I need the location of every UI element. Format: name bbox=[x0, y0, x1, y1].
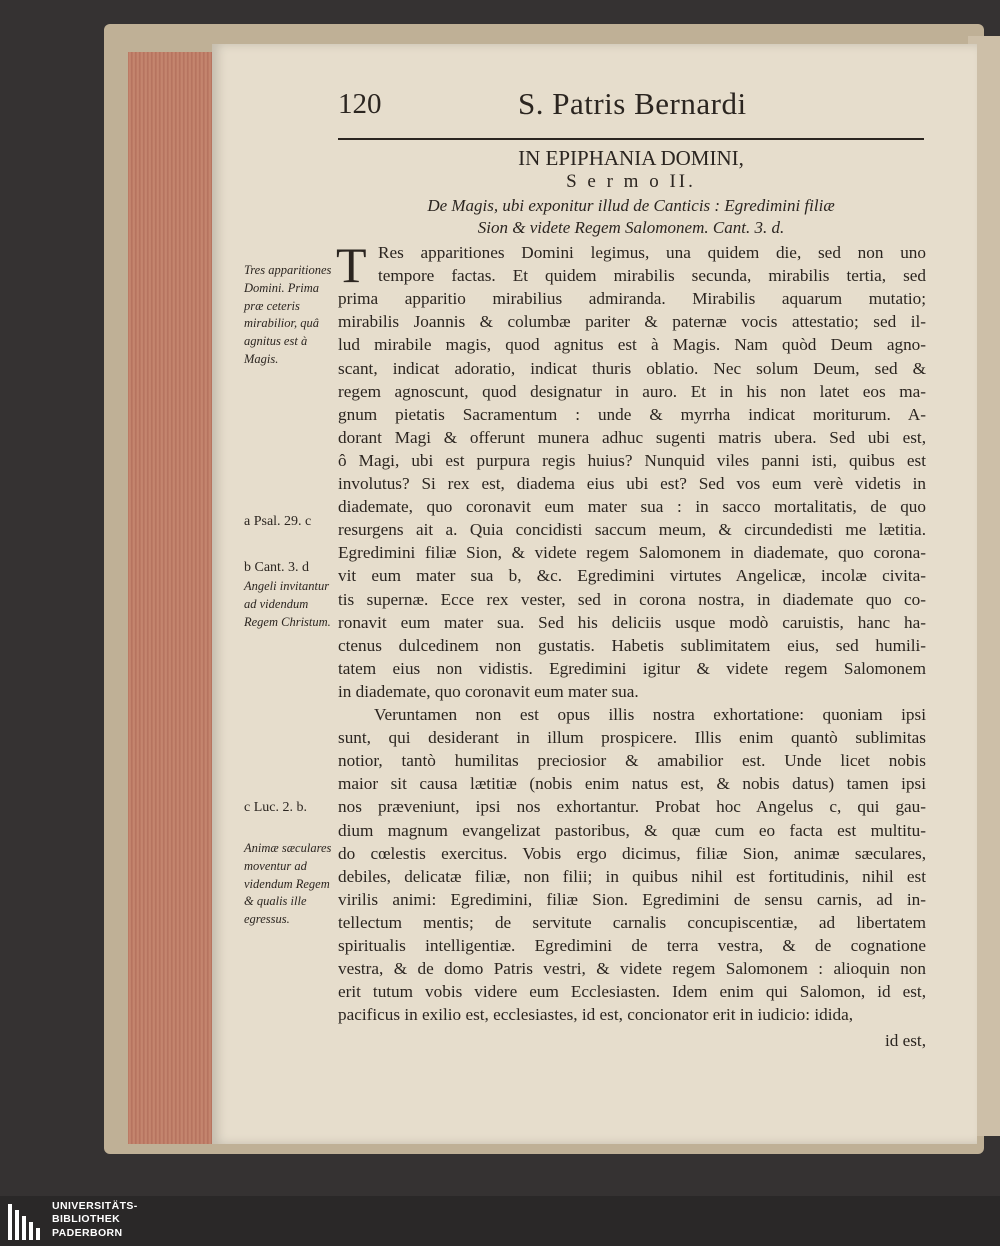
running-head: S. Patris Bernardi bbox=[518, 86, 747, 121]
text-line: tempore factas. Et quidem mirabilis secunda, mirabilis tertia, sed bbox=[378, 266, 926, 286]
text-line: pacificus in exilio est, ecclesiastes, id est, concionator erit in iudicio: idida, bbox=[338, 1005, 853, 1025]
margin-note-apparitions: Tres apparitiones Domini. Prima præ ceteris mirabilior, quâ agnitus est à Magis. bbox=[244, 263, 332, 366]
text-line: lud mirabile magis, quod agnitus est à Magis. Nam quòd Deum agno- bbox=[338, 335, 926, 355]
margin-ref-luke: c Luc. 2. b. bbox=[244, 800, 307, 815]
text-line: tellectum mentis; de servitute carnalis concupiscentiæ, ad libertatem bbox=[338, 912, 926, 932]
text-line: ô Magi, ubi est purpura regis huius? Nunquid viles panni isti, quibus est bbox=[338, 450, 926, 470]
text-line: sunt, qui desiderant in illum prospicere. Illis enim quantò sublimitas bbox=[338, 728, 926, 748]
text-line: Res apparitiones Domini legimus, una quidem die, sed non uno bbox=[378, 243, 926, 262]
text-line: maior sit causa lætitiæ (nobis enim natus est, & nobis datus) tamen ipsi bbox=[338, 774, 926, 794]
library-name bbox=[52, 1200, 138, 1240]
text-line: gnum pietatis Sacramentum : unde & myrrha indicat moriturum. A- bbox=[338, 404, 926, 424]
text-line: nos præveniunt, ipsi nos exhortantur. Probat hoc Angelus c, qui gau- bbox=[338, 797, 926, 817]
text-line: Egredimini filiæ Sion, & videte regem Salomonem in diademate, quo corona- bbox=[338, 543, 926, 563]
margin-note-souls: Animæ sæculares moventur ad videndum Regem & qualis ille egressus. bbox=[244, 841, 332, 926]
catchword: id est, bbox=[884, 1031, 926, 1050]
library-name-line-2: BIBLIOTHEK bbox=[52, 1213, 121, 1226]
text-line: dium magnum evangelizat pastoribus, & quæ cum eo facta est multitu- bbox=[338, 820, 926, 840]
text-line: vit eum mater sua b, &c. Egredimini virtutes Angelicæ, incolæ civita- bbox=[338, 566, 926, 586]
text-line: Veruntamen non est opus illis nostra exhortatione: quoniam ipsi bbox=[374, 705, 926, 724]
subtitle-line-1: De Magis, ubi exponitur illud de Canticis : Egredimini filiæ bbox=[427, 196, 835, 215]
text-line: in diademate, quo coronavit eum mater sua. bbox=[338, 681, 639, 701]
text-line: tatem eius non vidistis. Egredimini igitur & videte regem Salomonem bbox=[338, 658, 926, 678]
margin-ref-psalm: a Psal. 29. c bbox=[244, 514, 312, 529]
text-line: notior, tantò humilitas preciosior & amabilior est. Unde licet nobis bbox=[338, 751, 926, 771]
sermon-heading: IN EPIPHANIA DOMINI, bbox=[518, 146, 744, 170]
text-line: mirabilis Joannis & columbæ pariter & paternæ vocis attestatio; sed il- bbox=[338, 312, 926, 332]
text-line: dorant Magi & offerunt munera adhuc sugenti matris ubera. Sed ubi est, bbox=[338, 427, 926, 447]
header-rule bbox=[338, 138, 924, 140]
margin-note-angels: Angeli invitantur ad videndum Regem Christum. bbox=[244, 579, 331, 629]
sermon-number: S e r m o II. bbox=[566, 171, 696, 192]
text-line: involutus? Si rex est, diadema eius ubi est? Sed vos eum verè videtis in bbox=[338, 474, 926, 493]
text-line: spiritualis intelligentiæ. Egredimini de terra vestra, & de cognatione bbox=[338, 936, 926, 955]
text-line: scant, indicat adoratio, indicat thuris oblatio. Nec solum Deum, sed & bbox=[338, 358, 926, 378]
text-line: tis supernæ. Ecce rex vester, sed in corona nostra, in diademate quo co- bbox=[338, 589, 926, 609]
library-name-line-3: PADERBORN bbox=[52, 1226, 123, 1239]
text-line: do cœlestis exercitus. Vobis ergo dicimus, filiæ Sion, animæ sæculares, bbox=[338, 843, 926, 863]
page-number: 120 bbox=[338, 88, 382, 120]
text-line: vestra, & de domo Patris vestri, & videte regem Salomonem : alioquin non bbox=[338, 959, 926, 979]
library-name-line-1: UNIVERSITÄTS- bbox=[52, 1200, 138, 1212]
margin-ref-canticum: b Cant. 3. d bbox=[244, 560, 309, 575]
text-line: ctenus dulcedinem non gustatis. Habetis sublimitatem eius, sed humili- bbox=[338, 635, 926, 655]
text-line: erit tutum vobis videre eum Ecclesiasten. Idem enim qui Salomon, id est, bbox=[338, 982, 926, 1002]
page-edges bbox=[128, 52, 220, 1144]
text-line: regem agnoscunt, quod designatur in auro. Et in his non latet eos ma- bbox=[338, 381, 926, 401]
text-line: debiles, delicatæ filiæ, non filii; in quibus nihil est fortitudinis, nihil est bbox=[338, 866, 926, 886]
text-line: resurgens ait a. Quia concidisti saccum meum, & circundedisti me lætitia. bbox=[338, 520, 926, 540]
text-line: virilis animi: Egredimini, filiæ Sion. Egredimini de sensu carnis, ad in- bbox=[338, 889, 926, 909]
subtitle-line-2: Sion & videte Regem Salomonem. Cant. 3. d. bbox=[477, 218, 785, 237]
text-line: prima apparitio mirabilius admiranda. Mirabilis aquarum mutatio; bbox=[338, 289, 926, 309]
library-logo-icon bbox=[8, 1204, 44, 1240]
text-line: diademate, quo coronavit eum mater sua : in sacco mortalitatis, de quo bbox=[338, 497, 926, 517]
text-line: ronavit eum mater sua. Sed his deliciis usque modò caruistis, hanc ha- bbox=[338, 612, 926, 632]
drop-cap: T bbox=[336, 237, 367, 293]
library-footer bbox=[0, 1196, 1000, 1246]
